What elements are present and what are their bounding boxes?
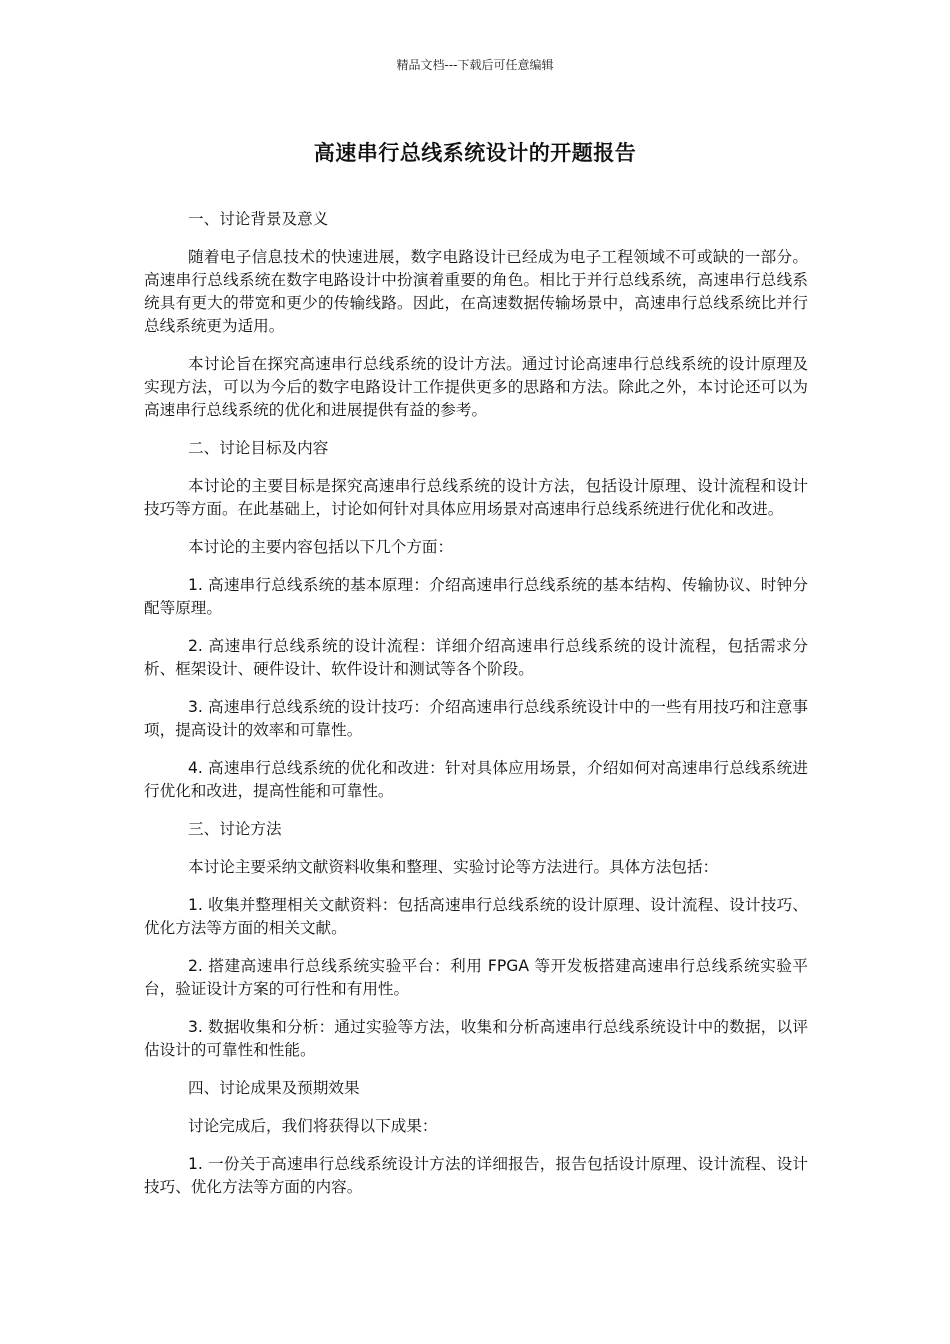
list-item: 2. 搭建高速串行总线系统实验平台：利用 FPGA 等开发板搭建高速串行总线系统实验平台，验证设计方案的可行性和有用性。 bbox=[144, 957, 808, 998]
paragraph: 本讨论主要采纳文献资料收集和整理、实验讨论等方法进行。具体方法包括： bbox=[188, 858, 719, 876]
list-item: 3. 数据收集和分析：通过实验等方法，收集和分析高速串行总线系统设计中的数据，以评估设计的可靠性和性能。 bbox=[144, 1018, 808, 1059]
list-item: 2. 高速串行总线系统的设计流程：详细介绍高速串行总线系统的设计流程，包括需求分析、框架设计、硬件设计、软件设计和测试等各个阶段。 bbox=[144, 637, 808, 678]
document-title: 高速串行总线系统设计的开题报告 bbox=[313, 141, 637, 165]
section-heading-methods: 三、讨论方法 bbox=[188, 820, 282, 838]
document-body bbox=[144, 208, 808, 1214]
section-heading-results: 四、讨论成果及预期效果 bbox=[188, 1079, 360, 1097]
section-heading-background: 一、讨论背景及意义 bbox=[188, 210, 329, 228]
list-item: 4. 高速串行总线系统的优化和改进：针对具体应用场景，介绍如何对高速串行总线系统进行优化和改进，提高性能和可靠性。 bbox=[144, 759, 808, 800]
list-item: 3. 高速串行总线系统的设计技巧：介绍高速串行总线系统设计中的一些有用技巧和注意事项，提高设计的效率和可靠性。 bbox=[144, 698, 808, 739]
paragraph: 本讨论旨在探究高速串行总线系统的设计方法。通过讨论高速串行总线系统的设计原理及实现方法，可以为今后的数字电路设计工作提供更多的思路和方法。除此之外，本讨论还可以为高速串行总线系统的优化和进展提供有益的参考。 bbox=[144, 355, 808, 419]
paragraph: 本讨论的主要目标是探究高速串行总线系统的设计方法，包括设计原理、设计流程和设计技巧等方面。在此基础上，讨论如何针对具体应用场景对高速串行总线系统进行优化和改进。 bbox=[144, 477, 808, 518]
list-item: 1. 一份关于高速串行总线系统设计方法的详细报告，报告包括设计原理、设计流程、设计技巧、优化方法等方面的内容。 bbox=[144, 1155, 808, 1196]
paragraph: 讨论完成后，我们将获得以下成果： bbox=[188, 1117, 438, 1135]
page-header: 精品文档---下载后可任意编辑 bbox=[396, 58, 554, 72]
paragraph: 本讨论的主要内容包括以下几个方面： bbox=[188, 538, 454, 556]
paragraph: 随着电子信息技术的快速进展，数字电路设计已经成为电子工程领域不可或缺的一部分。高速串行总线系统在数字电路设计中扮演着重要的角色。相比于并行总线系统，高速串行总线系统具有更大的带宽和更少的传输线路。因此，在高速数据传输场景中，高速串行总线系统比并行总线系统更为适用。 bbox=[144, 248, 808, 335]
list-item: 1. 高速串行总线系统的基本原理：介绍高速串行总线系统的基本结构、传输协议、时钟分配等原理。 bbox=[144, 576, 808, 617]
list-item: 1. 收集并整理相关文献资料：包括高速串行总线系统的设计原理、设计流程、设计技巧、优化方法等方面的相关文献。 bbox=[144, 896, 808, 937]
section-heading-goals: 二、讨论目标及内容 bbox=[188, 439, 329, 457]
